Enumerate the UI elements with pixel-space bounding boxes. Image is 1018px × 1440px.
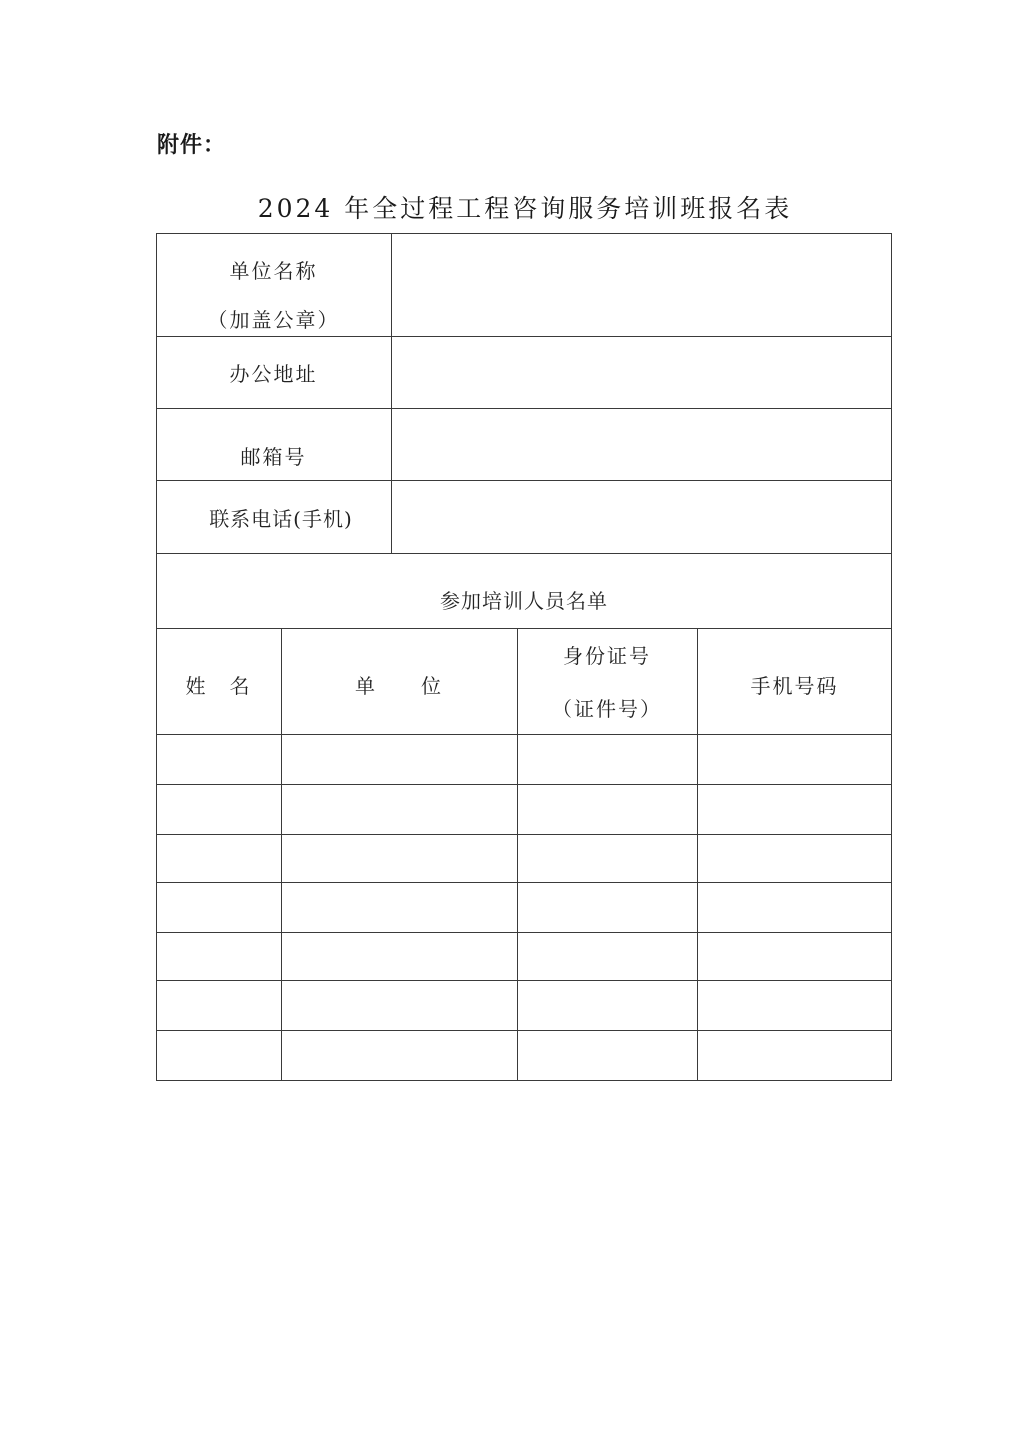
column-header-phone: 手机号码 — [750, 674, 839, 698]
field-label-office-address: 办公地址 — [229, 362, 318, 386]
field-label-phone: 联系电话(手机) — [209, 507, 353, 531]
registration-form-table — [156, 233, 892, 1080]
participant-unit-cell[interactable] — [283, 1032, 516, 1079]
participant-unit-cell[interactable] — [283, 836, 516, 881]
participant-id-number-cell[interactable] — [519, 736, 696, 783]
participant-phone-cell[interactable] — [699, 934, 890, 979]
field-value-email[interactable] — [393, 410, 890, 479]
table-border-right — [891, 233, 892, 1081]
participant-id-number-cell[interactable] — [519, 786, 696, 833]
participant-name-cell[interactable] — [158, 786, 280, 833]
participant-phone-cell[interactable] — [699, 736, 890, 783]
participant-phone-cell[interactable] — [699, 1032, 890, 1079]
column-header-id-number-note: （证件号） — [552, 697, 662, 721]
participant-unit-cell[interactable] — [283, 786, 516, 833]
participant-id-number-cell[interactable] — [519, 934, 696, 979]
table-border-bottom — [156, 1080, 892, 1081]
field-value-phone[interactable] — [393, 482, 890, 552]
participant-id-number-cell[interactable] — [519, 982, 696, 1029]
row-divider — [156, 553, 892, 554]
participant-name-cell[interactable] — [158, 736, 280, 783]
participant-phone-cell[interactable] — [699, 982, 890, 1029]
column-header-id-number: 身份证号 — [563, 644, 651, 668]
participant-name-cell[interactable] — [158, 934, 280, 979]
participant-phone-cell[interactable] — [699, 884, 890, 931]
participant-name-cell[interactable] — [158, 982, 280, 1029]
field-value-unit-name[interactable] — [393, 235, 890, 335]
participant-unit-cell[interactable] — [283, 736, 516, 783]
participant-phone-cell[interactable] — [699, 786, 890, 833]
participant-phone-cell[interactable] — [699, 836, 890, 881]
field-value-office-address[interactable] — [393, 338, 890, 407]
participant-id-number-cell[interactable] — [519, 884, 696, 931]
column-header-unit: 单 位 — [355, 674, 443, 698]
participants-section-title: 参加培训人员名单 — [440, 589, 608, 613]
column-header-name: 姓 名 — [185, 674, 252, 698]
participant-unit-cell[interactable] — [283, 934, 516, 979]
row-divider — [156, 628, 892, 629]
participant-id-number-cell[interactable] — [519, 836, 696, 881]
participant-name-cell[interactable] — [158, 1032, 280, 1079]
participant-name-cell[interactable] — [158, 884, 280, 931]
participant-name-cell[interactable] — [158, 836, 280, 881]
field-label-unit-name-note: （加盖公章） — [207, 308, 340, 332]
form-title: 2024 年全过程工程咨询服务培训班报名表 — [257, 194, 793, 223]
field-label-email: 邮箱号 — [240, 445, 307, 469]
attachment-label: 附件： — [157, 133, 227, 158]
field-label-unit-name: 单位名称 — [229, 259, 318, 283]
participant-id-number-cell[interactable] — [519, 1032, 696, 1079]
participant-unit-cell[interactable] — [283, 982, 516, 1029]
participant-unit-cell[interactable] — [283, 884, 516, 931]
